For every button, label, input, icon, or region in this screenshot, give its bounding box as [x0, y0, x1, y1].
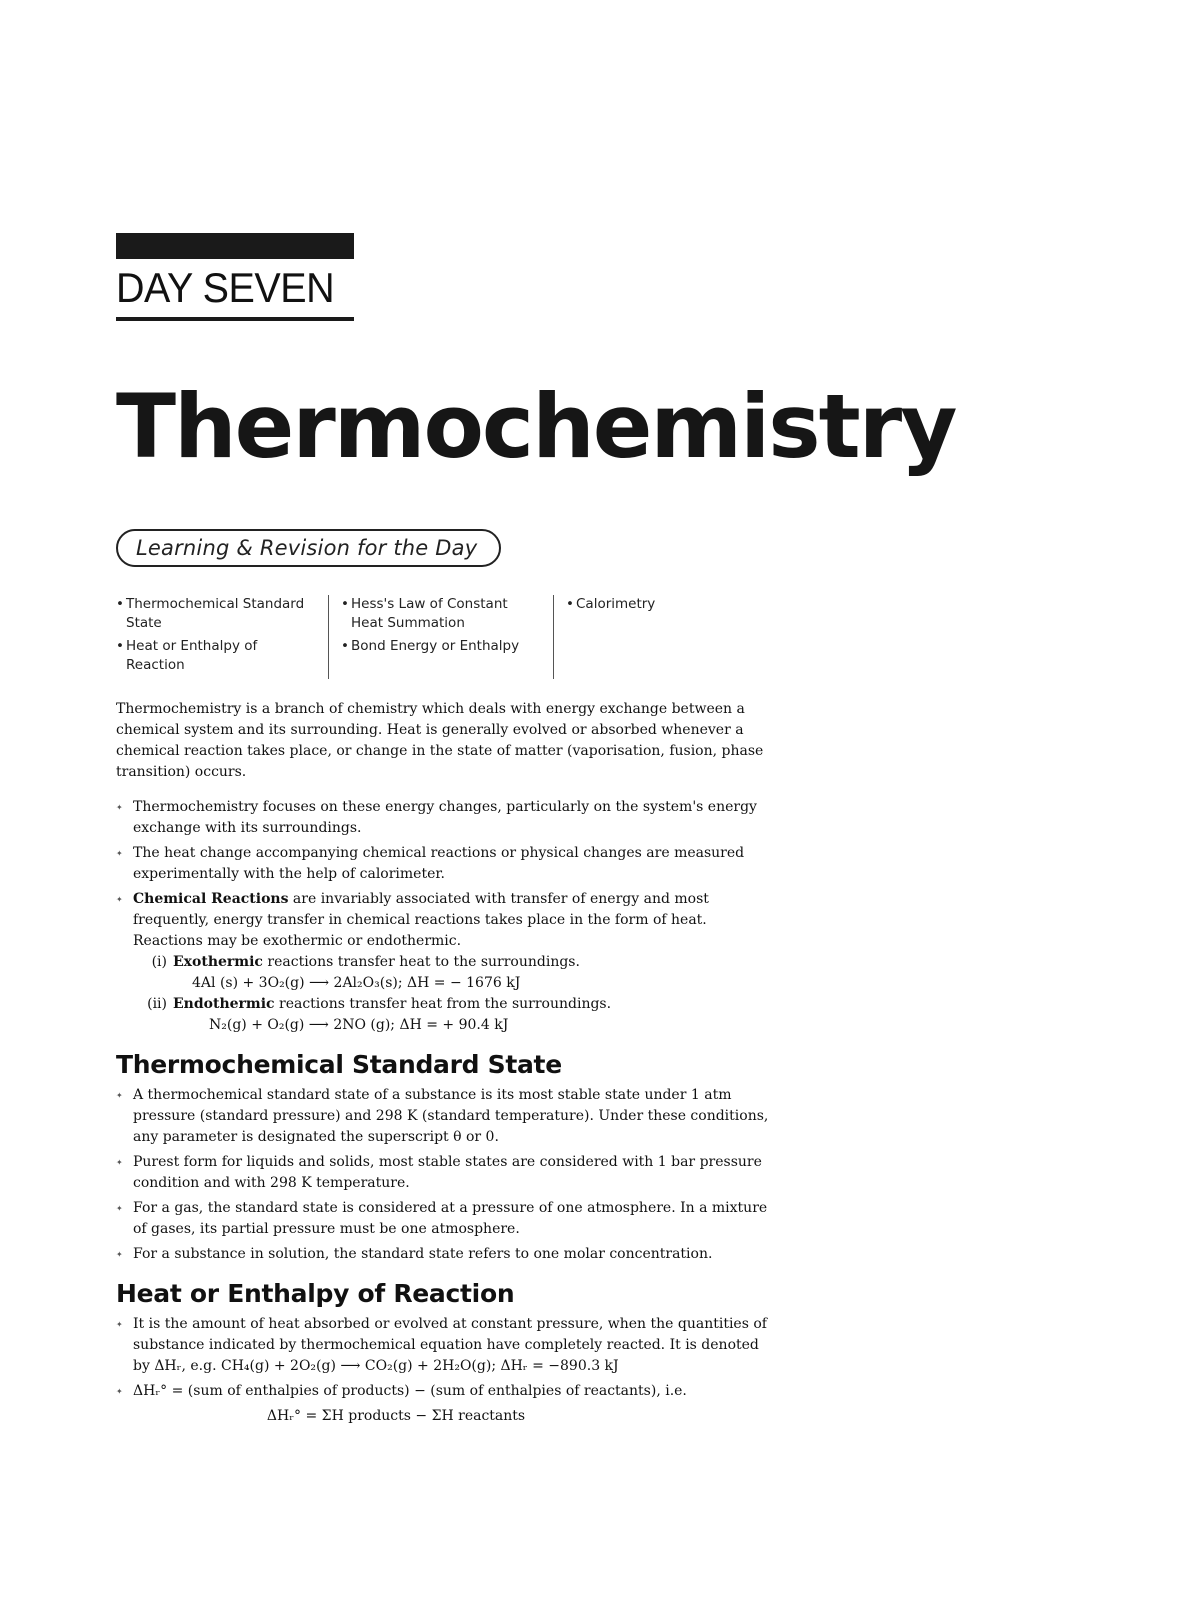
- enthalpy-formula: ΔHᵣ° = ΣH products − ΣH reactants: [266, 1408, 526, 1424]
- list-item: ✦ Purest form for liquids and solids, most stable states are considered with 1 bar pressure condition and with 298 K temperature.: [116, 1152, 776, 1194]
- learning-revision-badge: Learning & Revision for the Day: [116, 529, 501, 567]
- list-item: ✦ ΔHᵣ° = (sum of enthalpies of products) − (sum of enthalpies of reactants), i.e.: [116, 1381, 776, 1402]
- topic-column-2: [328, 595, 553, 679]
- day-header-rule: [116, 317, 354, 321]
- topic-item: • Bond Energy or Enthalpy: [341, 637, 541, 656]
- sub-item-rest: reactions transfer heat from the surroundings.: [274, 996, 612, 1012]
- section-heading-standard-state: Thermochemical Standard State: [116, 1050, 562, 1079]
- intro-paragraph: Thermochemistry is a branch of chemistry which deals with energy exchange between a chemical system and its surrounding. Heat is generally evolved or absorbed whenever a chemical reaction takes place, or change in the state of matter (vaporisation, fusion, phase transition) occurs.: [116, 701, 764, 780]
- sub-item-number: (ii): [147, 996, 167, 1012]
- day-label: DAY SEVEN: [116, 264, 335, 311]
- list-item: ✦ For a gas, the standard state is considered at a pressure of one atmosphere. In a mixture of gases, its partial pressure must be one atmosphere.: [116, 1198, 776, 1240]
- list-item: [116, 889, 776, 1036]
- equation-endothermic: N₂(g) + O₂(g) ⟶ 2NO (g); ΔH = + 90.4 kJ: [209, 1017, 509, 1033]
- list-item: ✦ The heat change accompanying chemical reactions or physical changes are measured experimentally with the help of calorimeter.: [116, 843, 776, 885]
- intro-bullets: [116, 797, 776, 1036]
- reaction-types: [133, 952, 776, 1036]
- sub-item-text: [173, 952, 580, 973]
- term-endothermic: Endothermic: [173, 996, 275, 1012]
- sub-item-exothermic: [133, 952, 776, 973]
- chapter-title: Thermochemistry: [116, 375, 956, 478]
- term-chemical-reactions: Chemical Reactions: [133, 891, 289, 907]
- standard-state-bullets: [116, 1085, 776, 1265]
- list-item: ✦ Thermochemistry focuses on these energy changes, particularly on the system's energy exchange with its surroundings.: [116, 797, 776, 839]
- sub-item-rest: reactions transfer heat to the surroundings.: [262, 954, 580, 970]
- sub-item-endothermic: [133, 994, 776, 1015]
- topic-item: • Heat or Enthalpy of Reaction: [116, 637, 316, 675]
- sub-item-number: (i): [151, 954, 167, 970]
- topic-column-1: [116, 595, 328, 679]
- section-heading-enthalpy: Heat or Enthalpy of Reaction: [116, 1279, 515, 1308]
- page: [116, 233, 956, 1427]
- term-exothermic: Exothermic: [173, 954, 263, 970]
- topic-item: • Calorimetry: [566, 595, 655, 614]
- topic-column-3: [553, 595, 667, 679]
- day-header-bar: [116, 233, 354, 259]
- topic-list: [116, 595, 796, 679]
- sub-item-text: [173, 994, 611, 1015]
- equation-exothermic: 4Al (s) + 3O₂(g) ⟶ 2Al₂O₃(s); ΔH = − 1676 kJ: [192, 975, 521, 991]
- topic-item: • Hess's Law of Constant Heat Summation: [341, 595, 541, 633]
- enthalpy-bullets: [116, 1314, 776, 1402]
- list-item: ✦ For a substance in solution, the standard state refers to one molar concentration.: [116, 1244, 776, 1265]
- list-item: ✦ It is the amount of heat absorbed or evolved at constant pressure, when the quantities of substance indicated by thermochemical equation have completely reacted. It is denoted by ΔHᵣ, e.g. CH₄(g) + 2O₂(g) ⟶ CO₂(g) + 2H₂O(g); ΔHᵣ = −890.3 kJ: [116, 1314, 776, 1377]
- topic-item: • Thermochemical Standard State: [116, 595, 316, 633]
- list-item-text: are invariably associated with transfer of energy and most frequently, energy transfer in chemical reactions takes place in the form of heat. Reactions may be exothermic or endothermic.: [133, 891, 709, 949]
- list-item: ✦ A thermochemical standard state of a substance is its most stable state under 1 atm pressure (standard pressure) and 298 K (standard temperature). Under these conditions, any parameter is designated the superscript θ or 0.: [116, 1085, 776, 1148]
